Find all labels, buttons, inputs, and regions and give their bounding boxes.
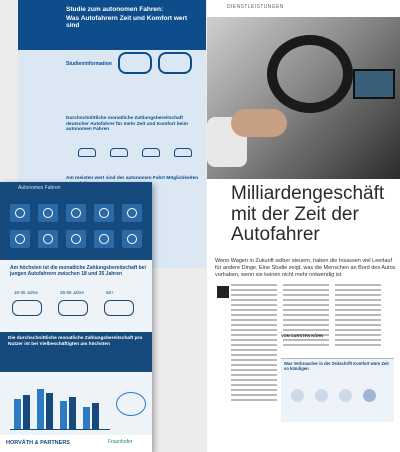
car-icon xyxy=(104,300,134,316)
magazine-page xyxy=(207,0,400,452)
drop-cap xyxy=(217,286,229,298)
chart-dot xyxy=(339,389,352,402)
car-icon xyxy=(118,52,152,74)
headline-part2: der Autofahrer xyxy=(231,203,359,246)
chart-dot xyxy=(291,389,304,402)
bar xyxy=(60,401,67,429)
chart-dot xyxy=(363,389,376,402)
bar xyxy=(83,407,90,429)
back-section-info: Studieninformation xyxy=(66,61,112,67)
driver-hand xyxy=(231,109,287,137)
activity-icon xyxy=(66,204,86,222)
chart-dot xyxy=(315,389,328,402)
back-subtitle: Was Autofahrern Zeit und Komfort wert sind xyxy=(66,15,188,30)
hand-icon xyxy=(116,392,146,416)
headline-emphasis: Zeit xyxy=(294,203,327,225)
car-icon xyxy=(158,52,192,74)
back-title: Studie zum autonomen Fahren: xyxy=(66,6,164,13)
body-column xyxy=(335,284,381,354)
body-column xyxy=(231,284,277,404)
front-section-age: Am höchsten ist die monatliche Zahlungsbereitschaft bei jungen Autofahrern zwischen 18 und 35 Jahren xyxy=(10,265,146,277)
fraunhofer-logo: Fraunhofer xyxy=(108,439,133,445)
activity-icon xyxy=(38,230,58,248)
bar-chart xyxy=(10,378,110,430)
front-title: Autonomes Fahren xyxy=(18,185,61,191)
car-icon xyxy=(110,148,128,157)
headline xyxy=(231,184,397,246)
infobox-title: Was Verbraucher in der Zeitschrift Komfort wäre Zeit so kündigen xyxy=(284,361,389,371)
headline-part1: Milliardengeschäft mit der xyxy=(231,183,385,225)
steering-wheel xyxy=(267,35,353,113)
dashboard-screen xyxy=(353,69,395,99)
car-interior-photo xyxy=(207,17,400,179)
horvath-logo: HORVÁTH & PARTNERS xyxy=(6,440,70,446)
car-icon xyxy=(12,300,42,316)
bar xyxy=(23,395,30,429)
back-section-use: Am meisten wert sind der autonomen Fahrt Möglichkeiten xyxy=(66,176,199,181)
activity-icon xyxy=(122,204,142,222)
activity-icon xyxy=(10,204,30,222)
car-icon xyxy=(142,148,160,157)
activity-icon xyxy=(94,230,114,248)
car-icon xyxy=(174,148,192,157)
activity-icon xyxy=(122,230,142,248)
bar xyxy=(37,389,44,429)
bar xyxy=(14,399,21,429)
author-line: VON CARSTEN KÖHN xyxy=(281,333,324,338)
lead-paragraph: Wenn Wagen in Zukunft selber steuern, haben die Insassen viel Leerlauf für andere Dinge. Eine Studie zeigt, was die Menschen an Bord des Autos vorhaben, wenn sie keinen nicht mehr notwendig ist xyxy=(215,258,396,279)
activity-icon xyxy=(94,204,114,222)
bar xyxy=(46,393,53,429)
car-icon xyxy=(78,148,96,157)
activity-icon xyxy=(66,230,86,248)
age-range: 18-35 Jahre xyxy=(14,290,39,295)
activity-icon xyxy=(10,230,30,248)
activity-icon xyxy=(38,204,58,222)
infobox xyxy=(281,358,394,422)
back-section-payment: Durchschnittliche monatliche Zahlungsbereitschaft deutscher Autofahrer für mehr Zeit und Komfort beim autonomen Fahren xyxy=(66,116,188,133)
front-section-busy: Die durchschnittliche monatliche Zahlungsbereitschaft pro Nutzer ist bei Vielbeschäftigten am höchsten xyxy=(8,336,143,347)
magazine-header: DIENSTLEISTUNGEN xyxy=(227,4,284,10)
bar xyxy=(69,397,76,429)
bar xyxy=(92,403,99,429)
age-range: 36-55 Jahre xyxy=(60,290,85,295)
body-column xyxy=(283,284,329,354)
report-front-page xyxy=(0,182,152,452)
age-range: 56+ xyxy=(106,290,114,295)
car-icon xyxy=(58,300,88,316)
